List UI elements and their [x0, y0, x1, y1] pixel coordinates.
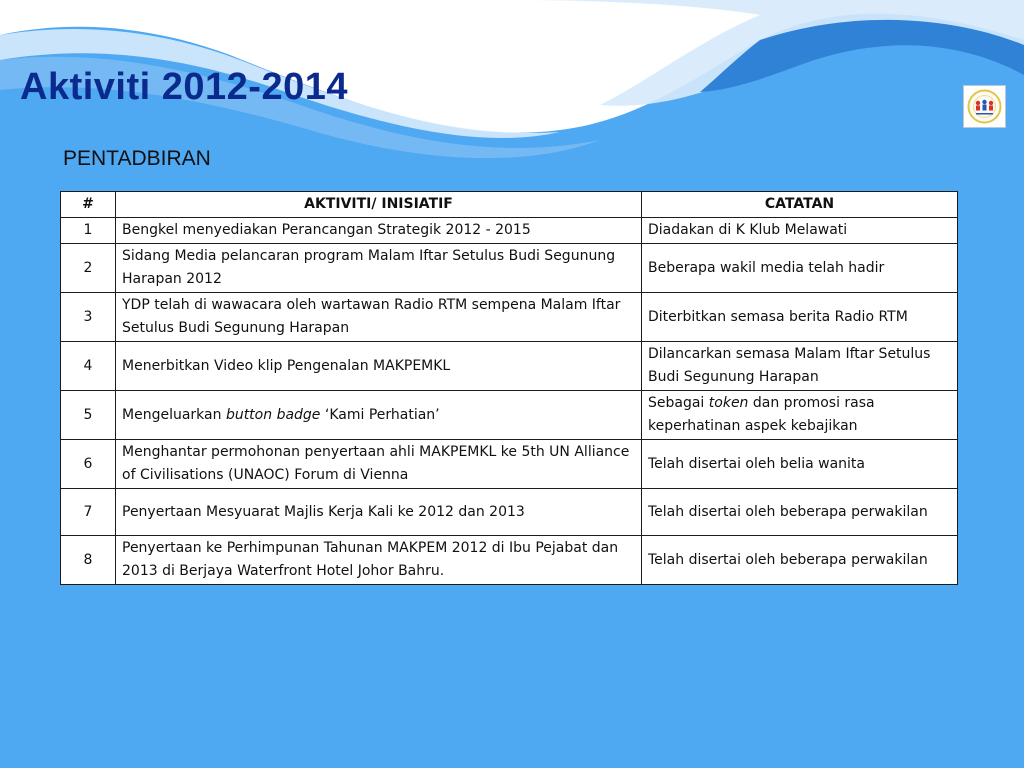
- activity-cell: [116, 391, 642, 440]
- activity-cell: Sidang Media pelancaran program Malam Iftar Setulus Budi Segunung Harapan 2012: [116, 244, 642, 293]
- activity-cell: Penyertaan Mesyuarat Majlis Kerja Kali ke 2012 dan 2013: [116, 489, 642, 536]
- row-number: 7: [61, 489, 116, 536]
- note-cell: Diadakan di K Klub Melawati: [642, 218, 958, 244]
- note-emphasis: token: [708, 395, 749, 411]
- table-row: [61, 218, 958, 244]
- activity-cell: Menerbitkan Video klip Pengenalan MAKPEMKL: [116, 342, 642, 391]
- note-cell: Telah disertai oleh beberapa perwakilan: [642, 489, 958, 536]
- row-number: 3: [61, 293, 116, 342]
- table-row: [61, 342, 958, 391]
- activity-cell: Bengkel menyediakan Perancangan Strategik 2012 - 2015: [116, 218, 642, 244]
- organization-logo-icon: [963, 85, 1006, 128]
- table-row: [61, 536, 958, 585]
- section-heading: PENTADBIRAN: [63, 147, 211, 170]
- activity-text: Mengeluarkan: [122, 406, 226, 423]
- row-number: 2: [61, 244, 116, 293]
- activity-emphasis: button badge: [225, 406, 321, 423]
- column-header-activity: AKTIVITI/ INISIATIF: [116, 192, 642, 218]
- row-number: 4: [61, 342, 116, 391]
- table-row: [61, 391, 958, 440]
- table-row: [61, 244, 958, 293]
- table-header-row: [61, 192, 958, 218]
- slide-title: Aktiviti 2012-2014: [20, 66, 348, 108]
- note-cell: Telah disertai oleh beberapa perwakilan: [642, 536, 958, 585]
- note-cell: Dilancarkan semasa Malam Iftar Setulus Budi Segunung Harapan: [642, 342, 958, 391]
- note-cell: [642, 391, 958, 440]
- note-text: Sebagai: [648, 395, 709, 411]
- row-number: 5: [61, 391, 116, 440]
- table-row: [61, 489, 958, 536]
- activities-table: [60, 191, 958, 585]
- note-cell: Beberapa wakil media telah hadir: [642, 244, 958, 293]
- table-row: [61, 440, 958, 489]
- column-header-number: #: [61, 192, 116, 218]
- activity-cell: YDP telah di wawacara oleh wartawan Radio RTM sempena Malam Iftar Setulus Budi Segunung Harapan: [116, 293, 642, 342]
- row-number: 1: [61, 218, 116, 244]
- activity-cell: Penyertaan ke Perhimpunan Tahunan MAKPEM 2012 di Ibu Pejabat dan 2013 di Berjaya Waterfront Hotel Johor Bahru.: [116, 536, 642, 585]
- note-text: dan promosi rasa keperhatinan aspek kebajikan: [648, 395, 875, 434]
- table-row: [61, 293, 958, 342]
- activity-text: ‘Kami Perhatian’: [320, 406, 440, 423]
- note-cell: Telah disertai oleh belia wanita: [642, 440, 958, 489]
- activity-cell: Menghantar permohonan penyertaan ahli MAKPEMKL ke 5th UN Alliance of Civilisations (UNAOC) Forum di Vienna: [116, 440, 642, 489]
- row-number: 6: [61, 440, 116, 489]
- column-header-note: CATATAN: [642, 192, 958, 218]
- logo-graphic: [964, 86, 1005, 127]
- row-number: 8: [61, 536, 116, 585]
- note-cell: Diterbitkan semasa berita Radio RTM: [642, 293, 958, 342]
